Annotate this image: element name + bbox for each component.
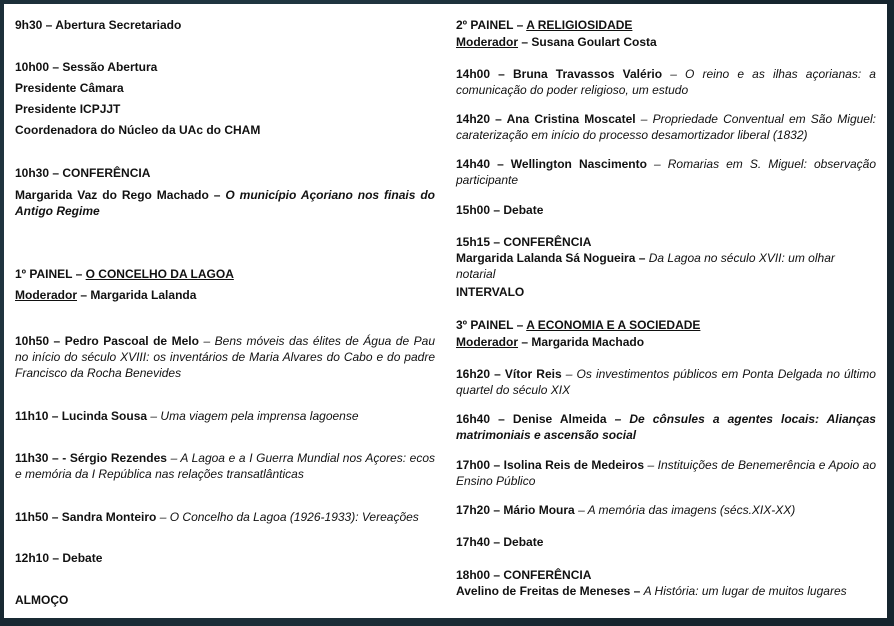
debate: 17h40 – Debate bbox=[456, 535, 544, 549]
painel-1-moderator: – Margarida Lalanda bbox=[80, 288, 197, 302]
painel-2-theme: A RELIGIOSIDADE bbox=[526, 18, 633, 32]
conferencia-2 bbox=[456, 234, 876, 282]
sessao-line: Coordenadora do Núcleo da UAc do CHAM bbox=[15, 123, 261, 137]
painel-1 bbox=[15, 266, 435, 303]
painel-3-theme: A ECONOMIA E A SOCIEDADE bbox=[526, 318, 701, 332]
conferencia-1-speaker: Margarida Vaz do Rego Machado – bbox=[15, 188, 221, 202]
conferencia-3-title: 18h00 – CONFERÊNCIA bbox=[456, 568, 592, 582]
talk-item bbox=[15, 333, 435, 381]
painel-1-theme: O CONCELHO DA LAGOA bbox=[85, 267, 234, 281]
painel-3-moderator: – Margarida Machado bbox=[521, 335, 645, 349]
sessao-line: Presidente Câmara bbox=[15, 81, 124, 95]
talk-time-speaker: 14h40 – Wellington Nascimento bbox=[456, 157, 647, 171]
talk-time-speaker: 16h40 – Denise Almeida bbox=[456, 412, 607, 426]
abertura-secretariado: 9h30 – Abertura Secretariado bbox=[15, 18, 182, 32]
talk-time-speaker: 16h20 – Vítor Reis bbox=[456, 367, 562, 381]
talk-item bbox=[456, 502, 876, 518]
talk-item bbox=[456, 411, 876, 443]
painel-1-moderator-label: Moderador bbox=[15, 288, 78, 302]
talk-time-speaker: 17h20 – Mário Moura bbox=[456, 503, 575, 517]
sessao-line: Presidente ICPJJT bbox=[15, 102, 121, 116]
conferencia-2-talk: Da Lagoa no século XVII: um olhar notarial bbox=[456, 251, 835, 281]
painel-3-moderator-label: Moderador bbox=[456, 335, 519, 349]
talk-item bbox=[15, 408, 435, 424]
conferencia-1-talk: O município Açoriano nos finais do Antigo Regime bbox=[15, 188, 435, 218]
programme-sheet bbox=[4, 4, 887, 618]
talk-time-speaker: 14h20 – Ana Cristina Moscatel bbox=[456, 112, 636, 126]
talk-time-speaker: 14h00 – Bruna Travassos Valério bbox=[456, 67, 663, 81]
talk-item bbox=[456, 457, 876, 489]
painel-3 bbox=[456, 317, 876, 350]
talk-title: – De cônsules a agentes locais: Alianças matrimoniais e ascensão social bbox=[456, 412, 876, 442]
talk-title: – Romarias em S. Miguel: observação participante bbox=[456, 157, 876, 187]
talk-time-speaker: 17h00 – Isolina Reis de Medeiros bbox=[456, 458, 645, 472]
conferencia-3-talk: A História: um lugar de muitos lugares bbox=[643, 584, 847, 598]
talk-title: – Bens móveis das élites de Água de Pau no início do século XVIII: os inventários de Maria Alvares do Cabo e do padre Francisco da Rocha Benevides bbox=[15, 334, 436, 380]
talk-title: – O reino e as ilhas açorianas: a comunicação do poder religioso, um estudo bbox=[456, 67, 876, 97]
painel-2-moderator: – Susana Goulart Costa bbox=[521, 35, 657, 49]
talk-item bbox=[456, 366, 876, 398]
talk-time-speaker: 11h50 – Sandra Monteiro bbox=[15, 510, 157, 524]
conferencia-1-title: 10h30 – CONFERÊNCIA bbox=[15, 166, 151, 180]
painel-2-prefix: 2º PAINEL – bbox=[456, 18, 524, 32]
sessao-abertura-title: 10h00 – Sessão Abertura bbox=[15, 60, 158, 74]
almoco: ALMOÇO bbox=[15, 593, 69, 607]
talk-item bbox=[456, 111, 876, 143]
talk-title: – Instituições de Benemerência e Apoio ao Ensino Público bbox=[456, 458, 876, 488]
talk-time-speaker: 11h10 – Lucinda Sousa bbox=[15, 409, 148, 423]
painel-2 bbox=[456, 17, 876, 50]
talk-title: – O Concelho da Lagoa (1926-1933): Vereações bbox=[159, 510, 419, 524]
painel-2-moderator-label: Moderador bbox=[456, 35, 519, 49]
talk-time-speaker: 10h50 – Pedro Pascoal de Melo bbox=[15, 334, 199, 348]
talk-item bbox=[456, 66, 876, 98]
conferencia-2-speaker: Margarida Lalanda Sá Nogueira – bbox=[456, 251, 646, 265]
talk-title: – A memória das imagens (sécs.XIX-XX) bbox=[578, 503, 796, 517]
conferencia-2-title: 15h15 – CONFERÊNCIA bbox=[456, 235, 592, 249]
conferencia-1 bbox=[15, 165, 435, 219]
talk-item bbox=[456, 156, 876, 188]
painel-3-prefix: 3º PAINEL – bbox=[456, 318, 524, 332]
intervalo: INTERVALO bbox=[456, 285, 525, 299]
conferencia-3-speaker: Avelino de Freitas de Meneses – bbox=[456, 584, 641, 598]
sessao-abertura bbox=[15, 59, 435, 138]
talk-time-speaker: 11h30 – - Sérgio Rezendes bbox=[15, 451, 167, 465]
talk-title: – Propriedade Conventual em São Miguel: caraterização em início do processo desamortizador liberal (1832) bbox=[456, 112, 876, 142]
debate: 12h10 – Debate bbox=[15, 551, 103, 565]
talk-title: – Uma viagem pela imprensa lagoense bbox=[150, 409, 359, 423]
talk-title: – A Lagoa e a I Guerra Mundial nos Açores: ecos e memória da I República nas relações transatlânticas bbox=[15, 451, 436, 481]
talk-item bbox=[15, 450, 435, 482]
conferencia-3 bbox=[456, 567, 876, 599]
talk-title: – Os investimentos públicos em Ponta Delgada no último quartel do século XIX bbox=[456, 367, 876, 397]
debate: 15h00 – Debate bbox=[456, 203, 544, 217]
talk-item bbox=[15, 509, 435, 525]
painel-1-prefix: 1º PAINEL – bbox=[15, 267, 83, 281]
